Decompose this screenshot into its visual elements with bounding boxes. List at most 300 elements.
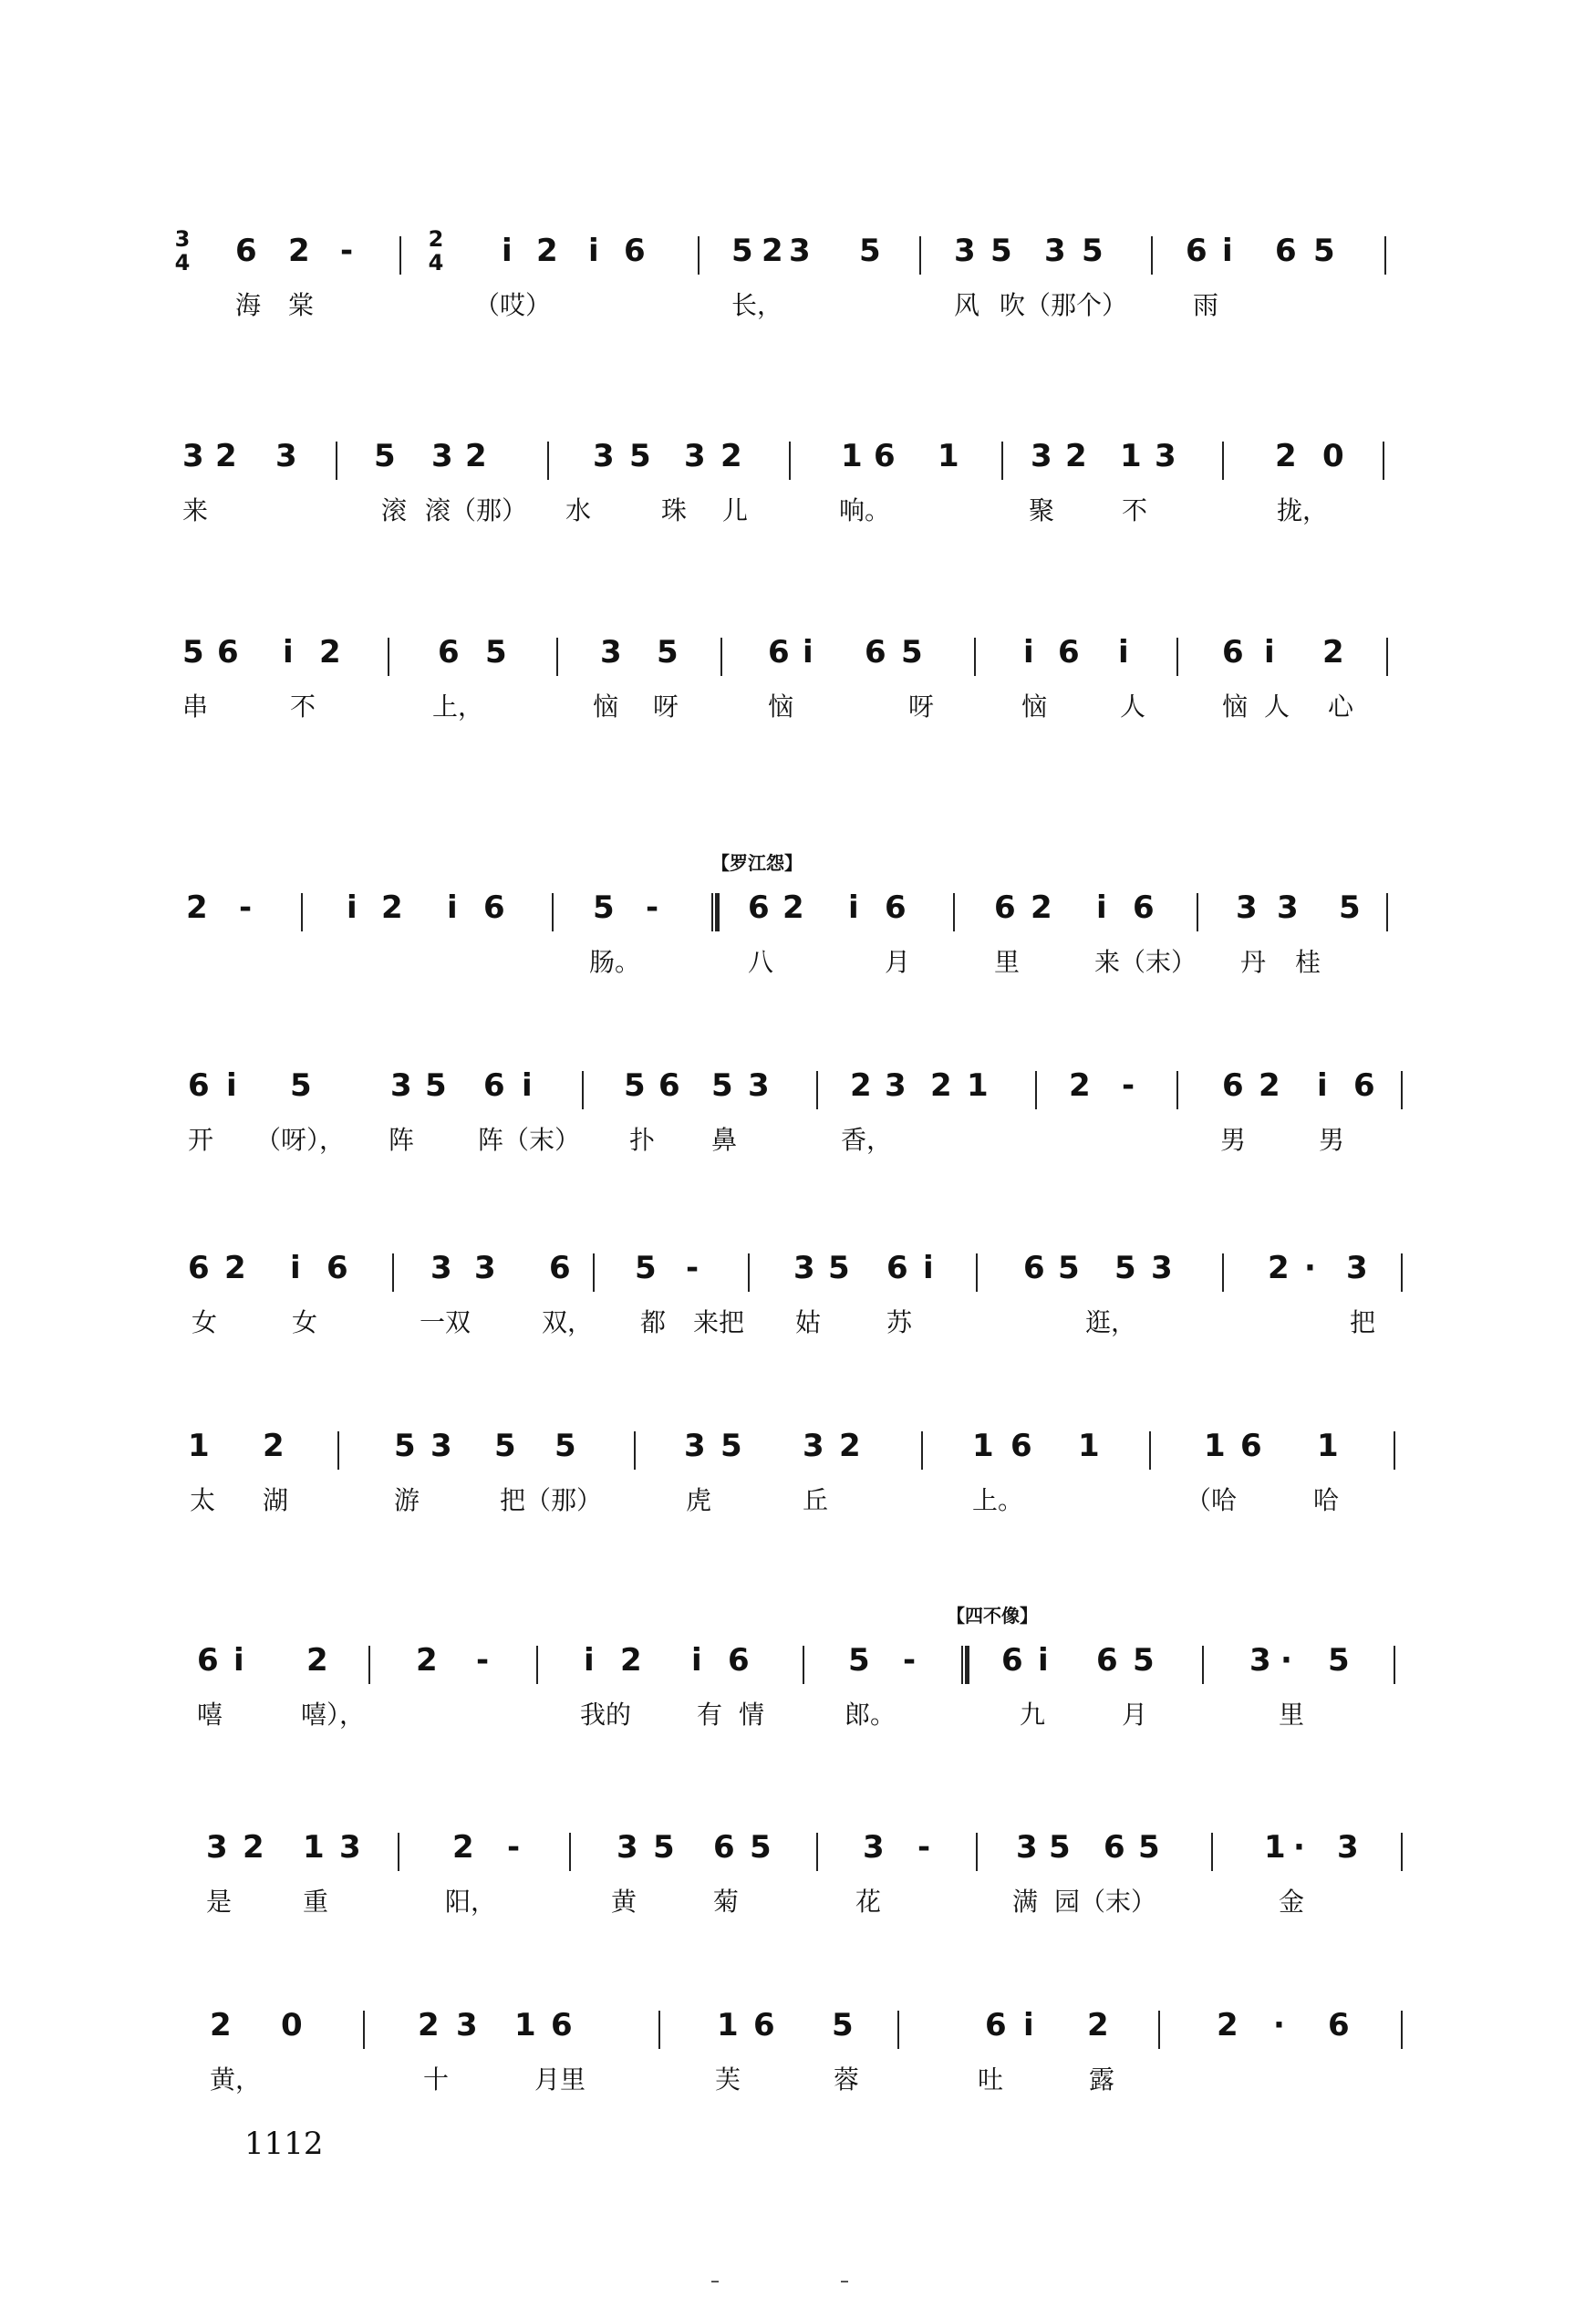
note: i — [522, 1067, 533, 1104]
note: - — [1122, 1067, 1135, 1104]
barline — [1386, 893, 1388, 931]
note: 3 — [182, 438, 204, 474]
notation-row — [173, 1241, 1432, 1295]
note: 1 — [967, 1067, 989, 1104]
note: 6 — [1133, 889, 1155, 926]
note: 5 — [425, 1067, 447, 1104]
lyric: 来 — [182, 495, 209, 525]
lyric: 男 — [1319, 1125, 1345, 1155]
page-number: 1112 — [244, 2126, 324, 2162]
note: - — [686, 1250, 700, 1286]
barline — [593, 1253, 595, 1292]
note: 2 — [452, 1829, 474, 1866]
note: 3 — [684, 1428, 706, 1464]
note: 2 — [1217, 2007, 1238, 2043]
barline — [1001, 442, 1003, 480]
note: 2 — [1268, 1250, 1290, 1286]
note: 3 — [684, 438, 706, 474]
note: 3 — [863, 1829, 885, 1866]
scan-mark — [841, 2281, 848, 2282]
lyric: 哈 — [1313, 1485, 1340, 1515]
staff-system-1 — [173, 187, 1432, 360]
note: 3 — [1155, 438, 1176, 474]
note: 6 — [326, 1250, 348, 1286]
note: 6 — [235, 233, 257, 269]
barline — [398, 1833, 399, 1871]
note: 6 — [1186, 233, 1207, 269]
note: 1 — [717, 2007, 739, 2043]
notation-row — [173, 625, 1432, 680]
note: i — [226, 1067, 237, 1104]
note: 6 — [1353, 1067, 1375, 1104]
note: 5 — [1339, 889, 1361, 926]
lyric: 上， — [432, 691, 484, 722]
note: 3 — [885, 1067, 907, 1104]
note: - — [917, 1829, 931, 1866]
note: - — [239, 889, 253, 926]
note: 6 — [549, 1250, 571, 1286]
section-tag-si-bu-xiang: 【四不像】 — [947, 1605, 1038, 1627]
lyrics-row — [173, 689, 1432, 725]
lyric: 呀 — [653, 691, 679, 722]
note: 1 — [1120, 438, 1142, 474]
barline — [976, 1253, 978, 1292]
barline — [1035, 1071, 1037, 1109]
lyric: 长， — [731, 290, 783, 320]
barline — [1383, 442, 1384, 480]
barline — [1202, 1646, 1204, 1684]
lyric: 里 — [1279, 1700, 1305, 1730]
note: 1 — [188, 1428, 210, 1464]
lyrics-row — [173, 1122, 1432, 1159]
note: 6 — [1328, 2007, 1350, 2043]
note: 5 — [720, 1428, 742, 1464]
note: 6 — [886, 1250, 908, 1286]
note: 3 — [431, 438, 453, 474]
note: i — [1023, 2007, 1034, 2043]
lyric: （哎） — [474, 290, 552, 320]
barline — [337, 1431, 339, 1470]
barline — [1151, 236, 1153, 275]
lyric: 男 — [1220, 1125, 1247, 1155]
staff-system-6 — [173, 1204, 1432, 1378]
barline — [803, 1646, 804, 1684]
notation-row — [173, 1419, 1432, 1473]
lyric: 吹（那个） — [1000, 290, 1128, 320]
note: 1 — [972, 1428, 994, 1464]
barline — [1394, 1646, 1395, 1684]
lyric: 雨 — [1193, 290, 1219, 320]
barline — [748, 1253, 750, 1292]
lyric: 阵 — [389, 1125, 415, 1155]
note: 1 — [1264, 1829, 1286, 1866]
note: 1 — [938, 438, 959, 474]
note: 3 — [456, 2007, 478, 2043]
lyric: 虎 — [686, 1485, 712, 1515]
lyric: 恼 — [1222, 691, 1249, 722]
note: i — [1118, 634, 1129, 671]
note: · — [1304, 1250, 1316, 1286]
lyric: 不 — [1122, 495, 1148, 525]
barline — [1158, 2011, 1160, 2049]
note: 2 — [186, 889, 208, 926]
lyric: 黄 — [611, 1887, 637, 1917]
note: - — [646, 889, 659, 926]
note: - — [476, 1642, 490, 1679]
lyric: 来把 — [693, 1307, 745, 1337]
lyric: 水 — [565, 495, 592, 525]
note: i — [502, 233, 513, 269]
note: 3 — [600, 634, 622, 671]
note: 2 — [839, 1428, 861, 1464]
lyric: 有 — [697, 1700, 723, 1730]
barline — [1222, 442, 1224, 480]
barline — [974, 638, 976, 676]
staff-system-9 — [173, 1783, 1432, 1957]
note: 5 — [624, 1067, 646, 1104]
lyric: 不 — [290, 691, 316, 722]
note: 5 — [657, 634, 679, 671]
lyric: 我的 — [580, 1700, 632, 1730]
note: 1 — [1078, 1428, 1100, 1464]
notation-row — [173, 429, 1432, 484]
barline — [658, 2011, 660, 2049]
note: 5 — [711, 1067, 733, 1104]
note: 3 — [748, 1067, 770, 1104]
lyric: 香， — [841, 1125, 893, 1155]
lyric: 太 — [190, 1485, 216, 1515]
barline — [919, 236, 921, 275]
note: 2 — [620, 1642, 642, 1679]
lyric: （哈 — [1186, 1485, 1238, 1515]
lyrics-row — [173, 493, 1432, 529]
note: 6 — [188, 1067, 210, 1104]
note: 3 — [430, 1428, 452, 1464]
lyric: 风 — [954, 290, 980, 320]
lyric: 恼 — [593, 691, 619, 722]
barline — [720, 638, 722, 676]
barline — [569, 1833, 571, 1871]
barline — [399, 236, 401, 275]
note: · — [1293, 1829, 1305, 1866]
barline — [1149, 1431, 1151, 1470]
note: 2 — [319, 634, 341, 671]
note: i — [1264, 634, 1275, 671]
lyric: 园（末） — [1054, 1887, 1157, 1917]
note: 3 — [1249, 1642, 1271, 1679]
lyric: 吐 — [978, 2064, 1004, 2095]
note: 3 — [339, 1829, 361, 1866]
note: i — [803, 634, 814, 671]
lyric: 珠 — [661, 495, 688, 525]
note: i — [584, 1642, 595, 1679]
notation-row — [173, 1820, 1432, 1875]
barline — [392, 1253, 394, 1292]
lyric: 恼 — [768, 691, 794, 722]
barline — [1386, 638, 1388, 676]
note: 3 — [275, 438, 297, 474]
lyric: 滚（那） — [425, 495, 528, 525]
note: 5 — [832, 2007, 854, 2043]
note: 3 — [1044, 233, 1066, 269]
note: i — [923, 1250, 934, 1286]
lyric: 湖 — [263, 1485, 289, 1515]
lyric: 月 — [885, 947, 911, 977]
note: 2 — [1087, 2007, 1109, 2043]
barline — [1222, 1253, 1224, 1292]
time-signature-2-4: 2 4 — [428, 226, 444, 276]
lyric: 棠 — [288, 290, 315, 320]
barline — [816, 1071, 818, 1109]
lyric: 黄， — [210, 2064, 262, 2095]
notation-row — [173, 852, 1432, 935]
barline — [953, 893, 955, 931]
barline — [336, 442, 337, 480]
barline — [1401, 2011, 1403, 2049]
note: 6 — [1023, 1250, 1045, 1286]
lyric: 九 — [1020, 1700, 1046, 1730]
lyric: 拢， — [1277, 495, 1329, 525]
barline — [1394, 1431, 1395, 1470]
barline — [1384, 236, 1386, 275]
note: 5 — [1082, 233, 1104, 269]
lyric: 聚 — [1029, 495, 1055, 525]
lyric: 人 — [1264, 691, 1290, 722]
barline — [921, 1431, 923, 1470]
note: 5 — [1133, 1642, 1155, 1679]
note: 3 — [793, 1250, 815, 1286]
note: 2 — [243, 1829, 264, 1866]
note: 6 — [1240, 1428, 1262, 1464]
note: 5 — [1328, 1642, 1350, 1679]
lyric: 把（那） — [500, 1485, 603, 1515]
note: 3 — [789, 233, 811, 269]
note: 3 — [1236, 889, 1258, 926]
note: 5 — [374, 438, 396, 474]
barline — [976, 1833, 978, 1871]
note: i — [447, 889, 458, 926]
barline — [582, 1071, 584, 1109]
note: 5 — [859, 233, 881, 269]
note: 5 — [750, 1829, 772, 1866]
lyric: 女 — [292, 1307, 318, 1337]
barline — [552, 893, 554, 931]
barline — [536, 1646, 538, 1684]
note: 3 — [954, 233, 976, 269]
note: 6 — [994, 889, 1016, 926]
note: 6 — [753, 2007, 775, 2043]
barline — [1211, 1833, 1213, 1871]
note: 6 — [551, 2007, 573, 2043]
note: 2 — [381, 889, 403, 926]
lyric: 海 — [235, 290, 262, 320]
note: 3 — [617, 1829, 638, 1866]
barline — [1176, 638, 1178, 676]
barline — [1176, 1071, 1178, 1109]
note: 6 — [885, 889, 907, 926]
lyric: 露 — [1089, 2064, 1115, 2095]
lyric: 月里 — [534, 2064, 586, 2095]
lyrics-row — [173, 287, 1432, 324]
note: 1 — [514, 2007, 536, 2043]
note: 2 — [1069, 1067, 1091, 1104]
note: 5 — [828, 1250, 850, 1286]
barline — [634, 1431, 636, 1470]
note: i — [233, 1642, 244, 1679]
lyric: 上。 — [972, 1485, 1024, 1515]
note: i — [848, 889, 859, 926]
note: - — [903, 1642, 917, 1679]
lyric: 游 — [394, 1485, 420, 1515]
note: i — [347, 889, 358, 926]
staff-system-7 — [173, 1382, 1432, 1555]
note: 5 — [494, 1428, 516, 1464]
note: 3 — [1151, 1250, 1173, 1286]
note: 5 — [731, 233, 753, 269]
note: 5 — [1138, 1829, 1160, 1866]
note: 6 — [985, 2007, 1007, 2043]
note: 6 — [874, 438, 896, 474]
note: 5 — [485, 634, 507, 671]
lyric: 串 — [182, 691, 209, 722]
note: 6 — [197, 1642, 219, 1679]
note: · — [1280, 1642, 1292, 1679]
note: i — [283, 634, 294, 671]
note: i — [691, 1642, 702, 1679]
lyric: 芙 — [715, 2064, 741, 2095]
note: 6 — [1058, 634, 1080, 671]
note: 2 — [1259, 1067, 1280, 1104]
lyrics-row — [173, 2062, 1432, 2098]
barline — [301, 893, 303, 931]
lyric: 扑 — [629, 1125, 656, 1155]
note: 5 — [1114, 1250, 1136, 1286]
lyric: 滚 — [381, 495, 408, 525]
note: 3 — [1016, 1829, 1038, 1866]
note: 2 — [306, 1642, 328, 1679]
note: i — [1096, 889, 1107, 926]
note: 5 — [1049, 1829, 1071, 1866]
note: 5 — [593, 889, 615, 926]
note: 6 — [483, 1067, 505, 1104]
note: 1 — [303, 1829, 325, 1866]
note: 5 — [848, 1642, 870, 1679]
note: i — [588, 233, 599, 269]
note: 2 — [1275, 438, 1297, 474]
note: 5 — [653, 1829, 675, 1866]
note: 2 — [210, 2007, 232, 2043]
note: 6 — [188, 1250, 210, 1286]
lyric: 肠。 — [589, 947, 641, 977]
note: 2 — [288, 233, 310, 269]
note: 5 — [629, 438, 651, 474]
note: - — [507, 1829, 521, 1866]
staff-system-8 — [173, 1596, 1432, 1770]
note: 2 — [263, 1428, 285, 1464]
note: 3 — [430, 1250, 452, 1286]
note: 6 — [1222, 634, 1244, 671]
lyric: 满 — [1012, 1887, 1039, 1917]
note: 5 — [1313, 233, 1335, 269]
note: i — [1038, 1642, 1049, 1679]
note: 6 — [217, 634, 239, 671]
note: 6 — [624, 233, 646, 269]
lyric: 重 — [303, 1887, 329, 1917]
barline — [547, 442, 549, 480]
note: 2 — [536, 233, 558, 269]
note: 2 — [215, 438, 237, 474]
staff-system-10 — [173, 1961, 1432, 2135]
lyric: 阳， — [445, 1887, 497, 1917]
lyric: （呀）， — [255, 1125, 346, 1155]
note: 2 — [1031, 889, 1052, 926]
note: 0 — [1322, 438, 1344, 474]
note: 6 — [1010, 1428, 1032, 1464]
note: 5 — [394, 1428, 416, 1464]
lyric: 十 — [423, 2064, 450, 2095]
lyric: 里 — [994, 947, 1021, 977]
note: i — [290, 1250, 301, 1286]
note: 6 — [1104, 1829, 1125, 1866]
barline — [363, 2011, 365, 2049]
note: 6 — [1096, 1642, 1118, 1679]
lyric: 女 — [192, 1307, 218, 1337]
notation-row — [173, 1998, 1432, 2053]
note: 5 — [901, 634, 923, 671]
lyric: 嘻 — [197, 1700, 223, 1730]
barline — [698, 236, 700, 275]
note: 1 — [1204, 1428, 1226, 1464]
lyric: 来（末） — [1094, 947, 1197, 977]
lyric: 八 — [748, 947, 774, 977]
note: 2 — [762, 233, 783, 269]
note: 3 — [390, 1067, 412, 1104]
lyric: 郎。 — [845, 1700, 896, 1730]
scan-mark — [711, 2281, 719, 2282]
note: 5 — [990, 233, 1012, 269]
lyric: 儿 — [722, 495, 749, 525]
barline — [388, 638, 389, 676]
notation-row — [173, 1605, 1432, 1688]
double-barline — [961, 1646, 969, 1684]
lyric: 双， — [542, 1307, 594, 1337]
lyric: 阵（末） — [478, 1125, 581, 1155]
note: 6 — [728, 1642, 750, 1679]
note: - — [340, 233, 354, 269]
note: 0 — [281, 2007, 303, 2043]
lyric: 都 — [640, 1307, 667, 1337]
notation-row — [173, 224, 1432, 278]
lyric: 嘻）， — [301, 1700, 366, 1730]
lyric: 花 — [855, 1887, 882, 1917]
note: 1 — [841, 438, 863, 474]
note: 2 — [224, 1250, 246, 1286]
barline — [368, 1646, 370, 1684]
staff-system-4 — [173, 844, 1432, 1017]
note: · — [1273, 2007, 1285, 2043]
barline — [816, 1833, 818, 1871]
lyric: 丹 — [1240, 947, 1267, 977]
barline — [1401, 1253, 1403, 1292]
note: i — [1222, 233, 1233, 269]
section-tag-luo-jiang-yuan: 【罗江怨】 — [711, 852, 803, 874]
lyrics-row — [173, 1884, 1432, 1920]
note: 6 — [483, 889, 505, 926]
lyric: 人 — [1120, 691, 1146, 722]
lyric: 菊 — [713, 1887, 740, 1917]
note: 3 — [206, 1829, 228, 1866]
staff-system-3 — [173, 588, 1432, 762]
